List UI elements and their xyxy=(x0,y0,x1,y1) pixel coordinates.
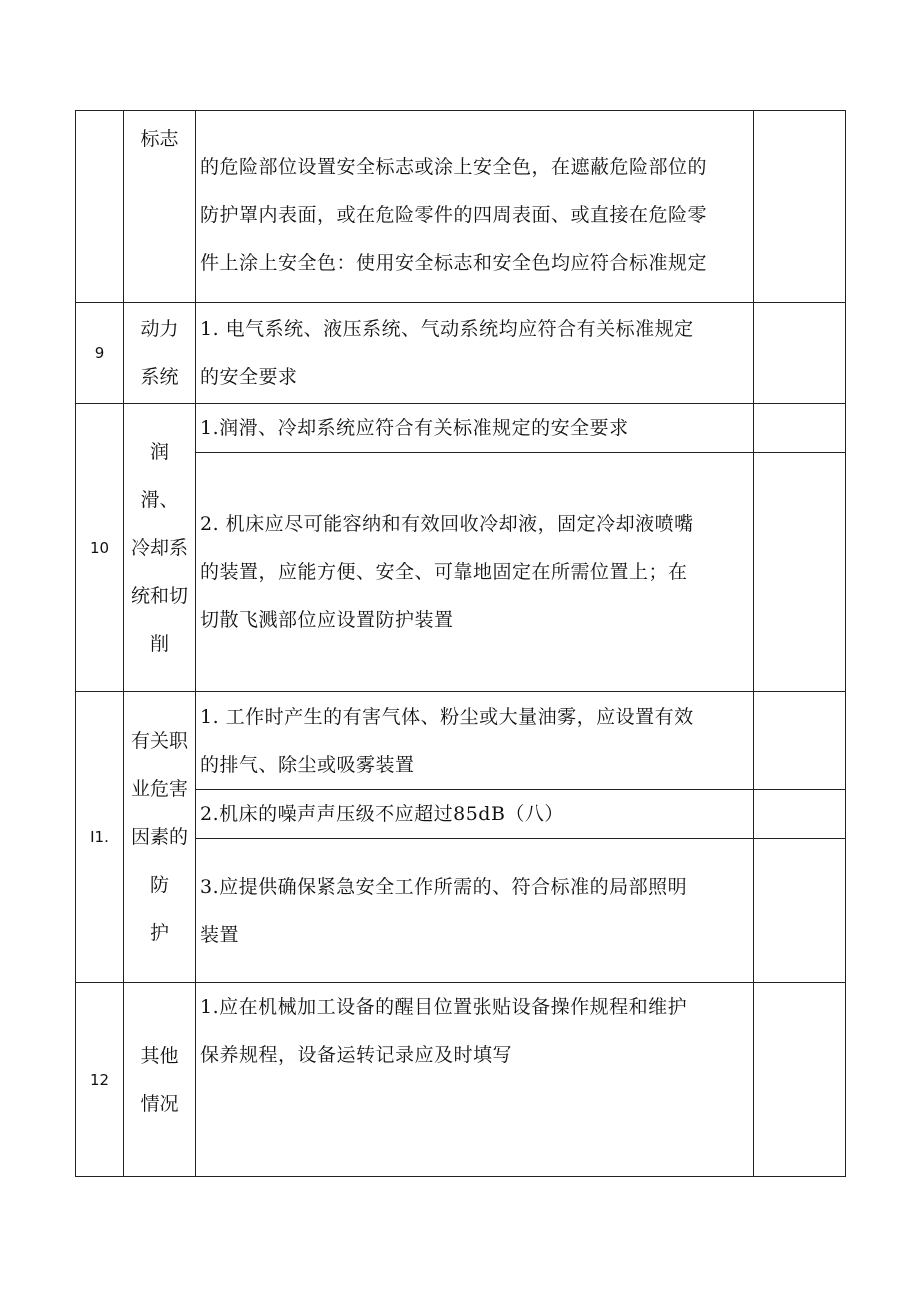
row-category: 润 滑、 冷却系 统和切 削 xyxy=(124,404,196,692)
requirement-text: 1.润滑、冷却系统应符合有关标准规定的安全要求 xyxy=(196,404,754,453)
result-cell xyxy=(754,404,846,453)
row-category: 其他 情况 xyxy=(124,983,196,1177)
table-row xyxy=(76,303,846,404)
row-number: I1. xyxy=(76,692,124,983)
requirement-text: 3.应提供确保紧急安全工作所需的、符合标准的局部照明 装置 xyxy=(196,839,754,983)
row-category: 标志 xyxy=(124,111,196,303)
requirement-text: 1.应在机械加工设备的醒目位置张贴设备操作规程和维护 保养规程，设备运转记录应及时填写 xyxy=(196,983,754,1177)
requirement-text: 1. 电气系统、液压系统、气动系统均应符合有关标准规定 的安全要求 xyxy=(196,303,754,404)
requirement-text: 1. 工作时产生的有害气体、粉尘或大量油雾，应设置有效 的排气、除尘或吸雾装置 xyxy=(196,692,754,790)
requirement-text: 2. 机床应尽可能容纳和有效回收冷却液，固定冷却液喷嘴 的装置，应能方便、安全、可靠地固定在所需位置上；在 切散飞溅部位应设置防护装置 xyxy=(196,453,754,692)
row-category: 动力 系统 xyxy=(124,303,196,404)
result-cell xyxy=(754,111,846,303)
row-number: 9 xyxy=(76,303,124,404)
table-row xyxy=(76,404,846,453)
result-cell xyxy=(754,790,846,839)
table-row xyxy=(76,111,846,303)
row-number: 12 xyxy=(76,983,124,1177)
inspection-table xyxy=(75,110,846,1177)
result-cell xyxy=(754,983,846,1177)
result-cell xyxy=(754,839,846,983)
result-cell xyxy=(754,453,846,692)
result-cell xyxy=(754,692,846,790)
row-number xyxy=(76,111,124,303)
row-category: 有关职 业危害 因素的 防 护 xyxy=(124,692,196,983)
table-row xyxy=(76,983,846,1177)
row-number: 10 xyxy=(76,404,124,692)
table-row xyxy=(76,692,846,790)
requirement-text: 的危险部位设置安全标志或涂上安全色，在遮蔽危险部位的 防护罩内表面，或在危险零件的四周表面、或直接在危险零 件上涂上安全色：使用安全标志和安全色均应符合标准规定 xyxy=(196,111,754,303)
result-cell xyxy=(754,303,846,404)
requirement-text: 2.机床的噪声声压级不应超过85dB（八） xyxy=(196,790,754,839)
